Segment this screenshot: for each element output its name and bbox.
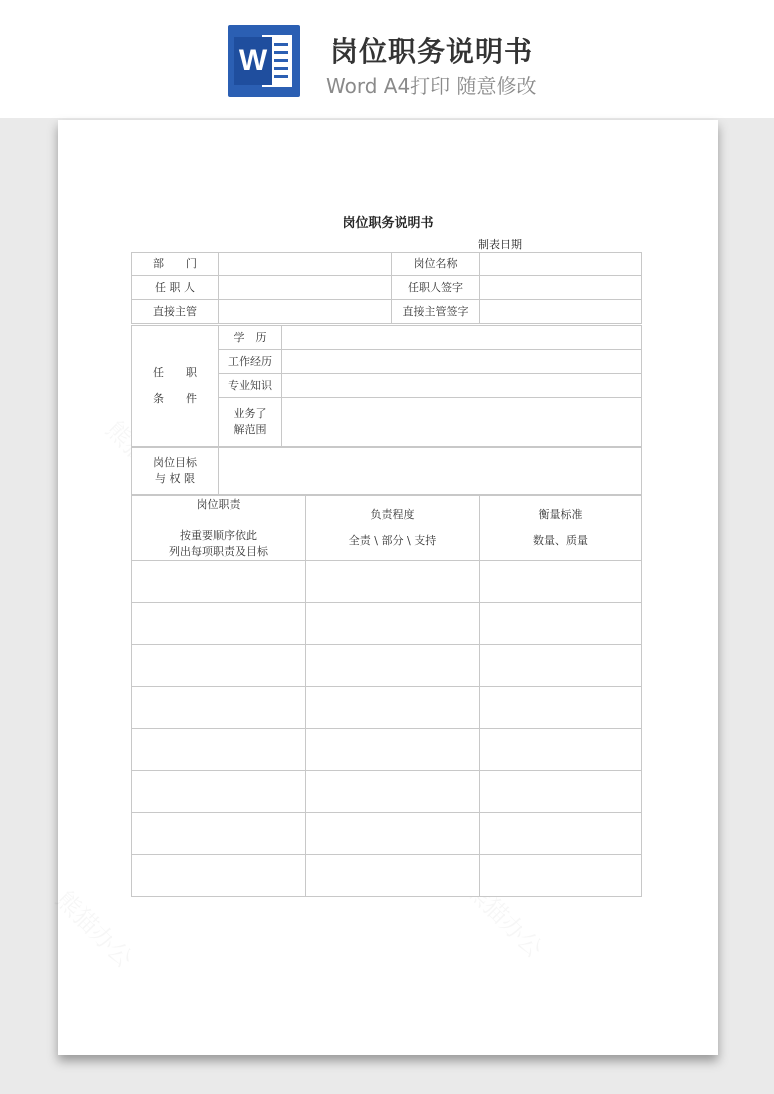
- scope-field[interactable]: [281, 397, 642, 447]
- duty-row-cell[interactable]: [479, 854, 642, 897]
- qualifications-label: [131, 325, 219, 447]
- qualifications-label-line2: 条 件: [153, 392, 197, 405]
- duties-header-note-line1: 按重要顺序依此: [180, 529, 257, 542]
- document-page: [58, 120, 718, 1055]
- duty-row-cell[interactable]: [305, 770, 480, 813]
- supervisor-sign-label-text: 直接主管签字: [402, 304, 469, 318]
- department-field[interactable]: [218, 252, 392, 276]
- duty-row-cell[interactable]: [305, 602, 480, 645]
- measure-standard-title: 衡量标准: [538, 508, 583, 521]
- goals-label-line1: 岗位目标: [153, 456, 197, 469]
- banner-subtitle: Word A4打印 随意修改: [326, 74, 537, 98]
- duties-header-col3: [479, 495, 642, 561]
- duty-row-cell[interactable]: [131, 812, 306, 855]
- scope-label: [218, 397, 282, 447]
- supervisor-label-text: 直接主管: [153, 304, 197, 318]
- holder-sign-field[interactable]: [479, 275, 642, 300]
- duty-row-cell[interactable]: [305, 728, 480, 771]
- duty-row-cell[interactable]: [479, 560, 642, 603]
- knowledge-label-text: 专业知识: [228, 378, 272, 392]
- banner-title: 岗位职务说明书: [330, 35, 534, 68]
- goals-label-line2: 与 权 限: [155, 472, 195, 485]
- experience-field[interactable]: [281, 349, 642, 374]
- supervisor-label: [131, 299, 219, 324]
- department-label: [131, 252, 219, 276]
- scope-label-line2: 解范围: [233, 423, 267, 436]
- word-logo-icon: [228, 25, 300, 97]
- duty-row-cell[interactable]: [131, 770, 306, 813]
- supervisor-sign-field[interactable]: [479, 299, 642, 324]
- duty-row-cell[interactable]: [479, 812, 642, 855]
- supervisor-sign-label: [391, 299, 480, 324]
- duty-row-cell[interactable]: [131, 644, 306, 687]
- word-logo-letter: W: [234, 37, 272, 85]
- duty-row-cell[interactable]: [479, 686, 642, 729]
- duty-row-cell[interactable]: [305, 812, 480, 855]
- duty-row-cell[interactable]: [479, 602, 642, 645]
- experience-label-text: 工作经历: [228, 354, 272, 368]
- position-name-label-text: 岗位名称: [413, 257, 458, 270]
- education-label: [218, 325, 282, 350]
- goals-label: [131, 447, 219, 495]
- duty-row-cell[interactable]: [131, 854, 306, 897]
- department-label-text: 部 门: [153, 257, 197, 270]
- duty-row-cell[interactable]: [479, 770, 642, 813]
- duty-row-cell[interactable]: [305, 686, 480, 729]
- duty-row-cell[interactable]: [305, 560, 480, 603]
- duty-row-cell[interactable]: [305, 644, 480, 687]
- scope-label-line1: 业务了: [233, 407, 267, 420]
- experience-label: [218, 349, 282, 374]
- education-field[interactable]: [281, 325, 642, 350]
- duty-row-cell[interactable]: [131, 686, 306, 729]
- document-title: 岗位职务说明书: [342, 216, 434, 231]
- duty-row-cell[interactable]: [305, 854, 480, 897]
- holder-sign-label-text: 任职人签字: [408, 280, 463, 294]
- knowledge-field[interactable]: [281, 373, 642, 398]
- responsibility-level-options: 全责 \ 部分 \ 支持: [348, 534, 437, 547]
- duties-header-col2: [305, 495, 480, 561]
- duty-row-cell[interactable]: [131, 728, 306, 771]
- knowledge-label: [218, 373, 282, 398]
- duty-row-cell[interactable]: [479, 644, 642, 687]
- position-name-field[interactable]: [479, 252, 642, 276]
- date-label: 制表日期: [478, 238, 522, 251]
- measure-standard-note: 数量、质量: [533, 534, 588, 547]
- responsibility-level-title: 负责程度: [370, 508, 415, 521]
- header-banner: [0, 0, 774, 118]
- goals-field[interactable]: [218, 447, 642, 495]
- duty-row-cell[interactable]: [131, 560, 306, 603]
- duty-row-cell[interactable]: [131, 602, 306, 645]
- education-label-text: 学 历: [233, 330, 267, 344]
- qualifications-label-line1: 任 职: [153, 366, 197, 379]
- position-name-label: [391, 252, 480, 276]
- duties-header-note-line2: 列出每项职责及目标: [169, 545, 268, 558]
- duties-header-title: 岗位职责: [196, 498, 241, 511]
- duty-row-cell[interactable]: [479, 728, 642, 771]
- duties-header-col1: [131, 495, 306, 561]
- supervisor-field[interactable]: [218, 299, 392, 324]
- holder-label-text: 任 职 人: [155, 280, 195, 294]
- holder-label: [131, 275, 219, 300]
- holder-field[interactable]: [218, 275, 392, 300]
- holder-sign-label: [391, 275, 480, 300]
